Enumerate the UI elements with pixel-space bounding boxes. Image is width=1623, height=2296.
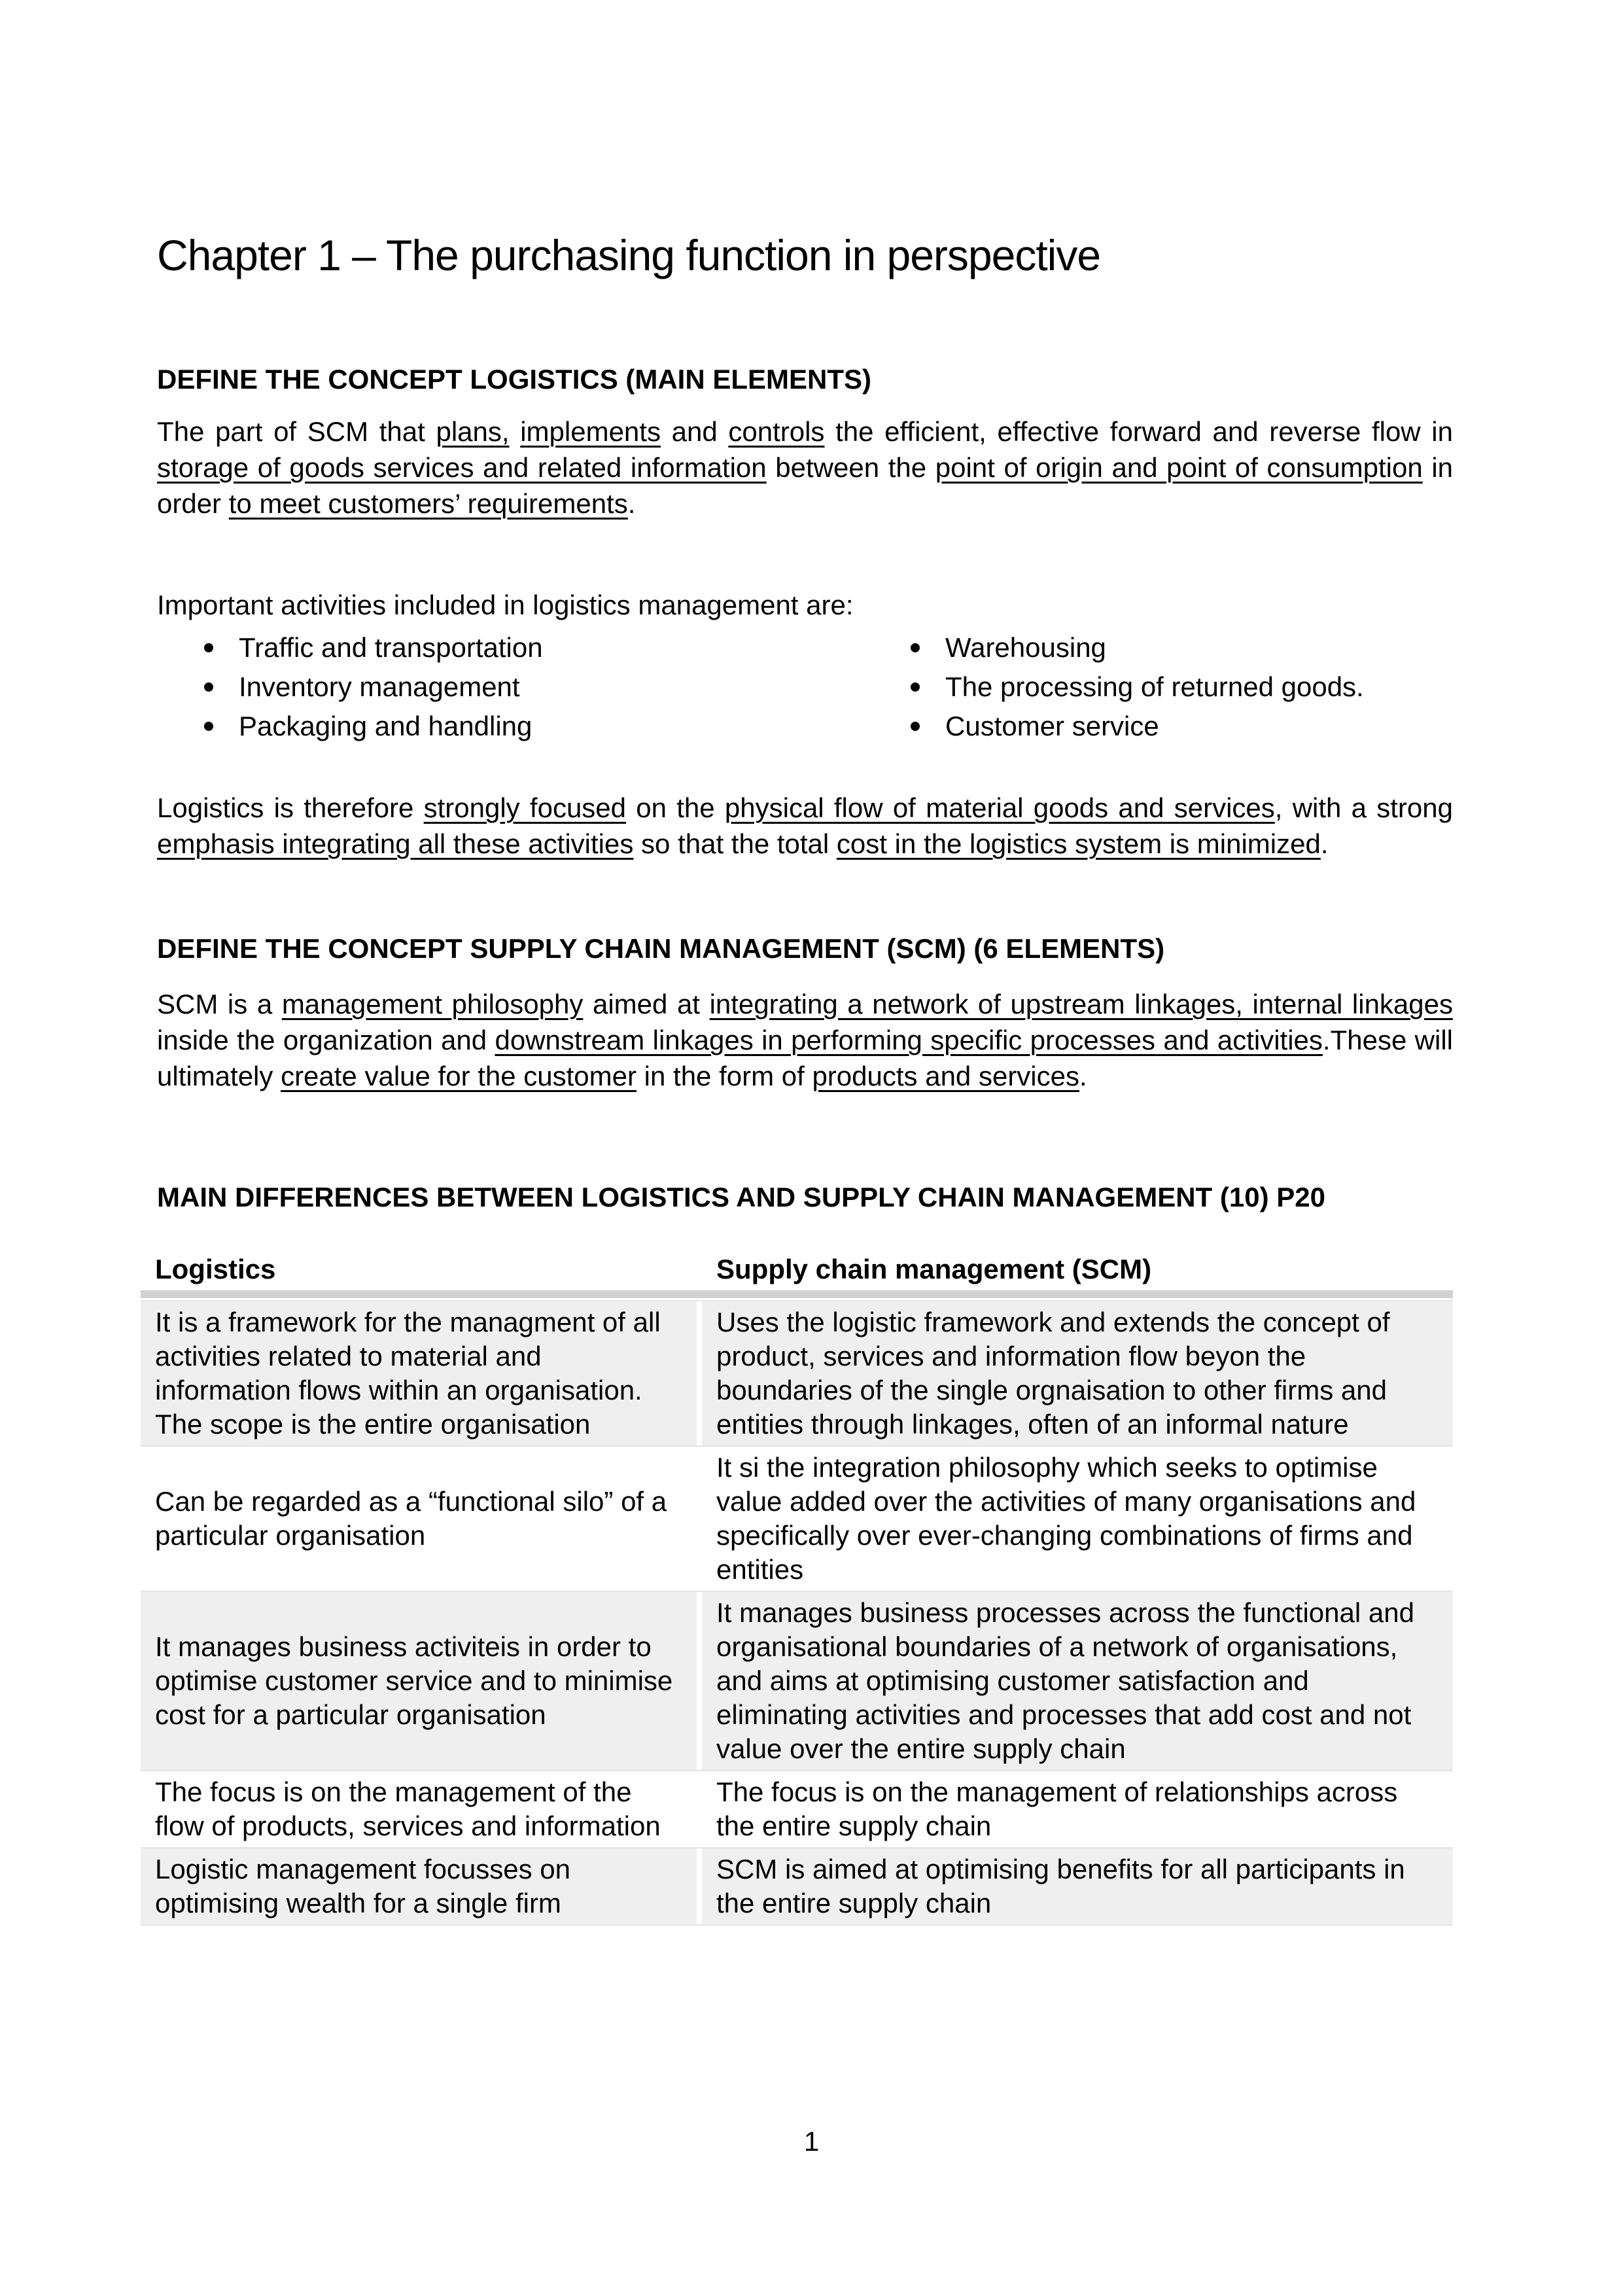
text-segment: on the [626,792,725,823]
list-item-label: Traffic and transportation [239,632,543,663]
bullet-icon [204,643,213,652]
list-item [203,708,864,744]
cell-logistics [141,1592,697,1770]
cell-scm [702,1848,1453,1924]
column-header-label: Supply chain management (SCM) [716,1254,1152,1284]
activities-lists [157,629,1453,747]
text-segment: . [1320,828,1329,859]
cell-text: It manages business activiteis in order to optimise customer service and to minimise cost for a particular organisation [155,1631,673,1730]
underlined-segment: to meet customers’ requirements [228,488,628,519]
list-item [909,669,1453,705]
cell-text: Uses the logistic framework and extends the concept of product, services and information flow beyon the boundaries of the single orgnaisation to other firms and entities through linkages, often of an informal nature [716,1307,1390,1439]
activities-intro: Important activities included in logistics management are: [157,590,854,620]
bullet-icon [911,643,920,652]
cell-text: SCM is aimed at optimising benefits for all participants in the entire supply chain [716,1854,1405,1918]
bullet-icon [204,682,213,692]
table-row [141,1445,1453,1591]
underlined-segment: storage of goods services and related information [157,452,767,483]
list-item-label: Warehousing [945,632,1106,663]
text-segment: , with a strong [1274,792,1453,823]
text-segment: The part of SCM that [157,416,436,447]
differences-table [141,1251,1453,1926]
text-segment: the efficient, effective forward and reverse flow in [824,416,1453,447]
text-segment: so that the total [633,828,837,859]
underlined-segment: plans, [436,416,510,447]
text-segment: . [1079,1061,1087,1091]
page-number: 1 [803,2126,820,2157]
underlined-segment: emphasis integrating all these activities [157,828,634,859]
cell-text: It manages business processes across the functional and organisational boundaries of a network of organisations, and aims at optimising customer satisfaction and eliminating activities and processes that add cost and not value over the entire supply chain [716,1597,1414,1764]
underlined-segment: downstream linkages in performing specific processes and activities [495,1025,1323,1055]
bullet-icon [911,682,920,692]
scm-definition-paragraph [157,986,1453,1094]
table-header-scm [702,1251,1453,1287]
cell-text: It is a framework for the managment of all activities related to material and information flows within an organisation. The scope is the entire organisation [155,1307,661,1439]
activities-list-left [157,629,864,747]
cell-logistics [141,1848,697,1924]
table-row [141,1300,1453,1445]
page-title: Chapter 1 – The purchasing function in perspective [157,231,1101,279]
underlined-segment: integrating a network of upstream linkages, internal linkages [709,989,1453,1019]
column-header-label: Logistics [155,1254,276,1284]
list-item-label: Customer service [945,711,1159,741]
cell-text: Can be regarded as a “functional silo” of a particular organisation [155,1486,667,1551]
section-heading-scm: DEFINE THE CONCEPT SUPPLY CHAIN MANAGEMENT (SCM) (6 ELEMENTS) [157,933,1165,964]
bullet-icon [911,722,920,731]
cell-text: The focus is on the management of relationships across the entire supply chain [716,1776,1398,1841]
underlined-segment: strongly focused [423,792,627,823]
table-row [141,1770,1453,1847]
underlined-segment: physical flow of material goods and services [724,792,1275,823]
cell-text: The focus is on the management of the flow of products, services and information [155,1776,661,1841]
underlined-segment: management philosophy [281,989,584,1019]
cell-logistics [141,1771,697,1847]
cell-text: Logistic management focusses on optimising wealth for a single firm [155,1854,571,1918]
cell-scm [702,1592,1453,1770]
list-item-label: The processing of returned goods. [945,671,1364,702]
text-segment: in order [157,452,1454,519]
list-item [909,629,1453,665]
underlined-segment: implements [520,416,661,447]
list-item-label: Inventory management [239,671,520,702]
text-segment: . [627,488,636,519]
underlined-segment: products and services [812,1061,1079,1091]
text-segment: in the form of [637,1061,812,1091]
table-header-divider [141,1290,1453,1298]
table-header-logistics [141,1251,697,1287]
activities-list-right [864,629,1453,747]
text-segment: and [660,416,729,447]
underlined-segment: controls [728,416,825,447]
underlined-segment: cost in the logistics system is minimized [836,828,1321,859]
table-header-row [141,1251,1453,1287]
underlined-segment: point of origin and point of consumption [935,452,1423,483]
section-heading-differences: MAIN DIFFERENCES BETWEEN LOGISTICS AND SUPPLY CHAIN MANAGEMENT (10) P20 [157,1182,1325,1212]
list-item [909,708,1453,744]
list-item-label: Packaging and handling [239,711,532,741]
text-segment: inside the organization and [157,1025,495,1055]
table-row [141,1591,1453,1770]
cell-scm [702,1771,1453,1847]
table-row [141,1847,1453,1926]
text-segment: SCM is a [157,989,282,1019]
cell-scm [702,1301,1453,1445]
cell-text: It si the integration philosophy which seeks to optimise value added over the activities of many organisations and specifically over ever-changing combinations of firms and entities [716,1452,1416,1585]
list-item [203,629,864,665]
list-item [203,669,864,705]
cell-logistics [141,1447,697,1591]
text-segment [510,416,521,447]
logistics-definition-paragraph [157,414,1453,521]
bullet-icon [204,722,213,731]
cell-scm [702,1447,1453,1591]
text-segment: aimed at [583,989,710,1019]
text-segment: .These will ultimately [157,1025,1454,1091]
text-segment: Logistics is therefore [157,792,424,823]
underlined-segment: create value for the customer [281,1061,637,1091]
cell-logistics [141,1301,697,1445]
document-content [141,229,1453,1926]
section-heading-logistics: DEFINE THE CONCEPT LOGISTICS (MAIN ELEMENTS) [157,364,872,395]
logistics-summary-paragraph [157,790,1453,862]
text-segment: between the [766,452,935,483]
